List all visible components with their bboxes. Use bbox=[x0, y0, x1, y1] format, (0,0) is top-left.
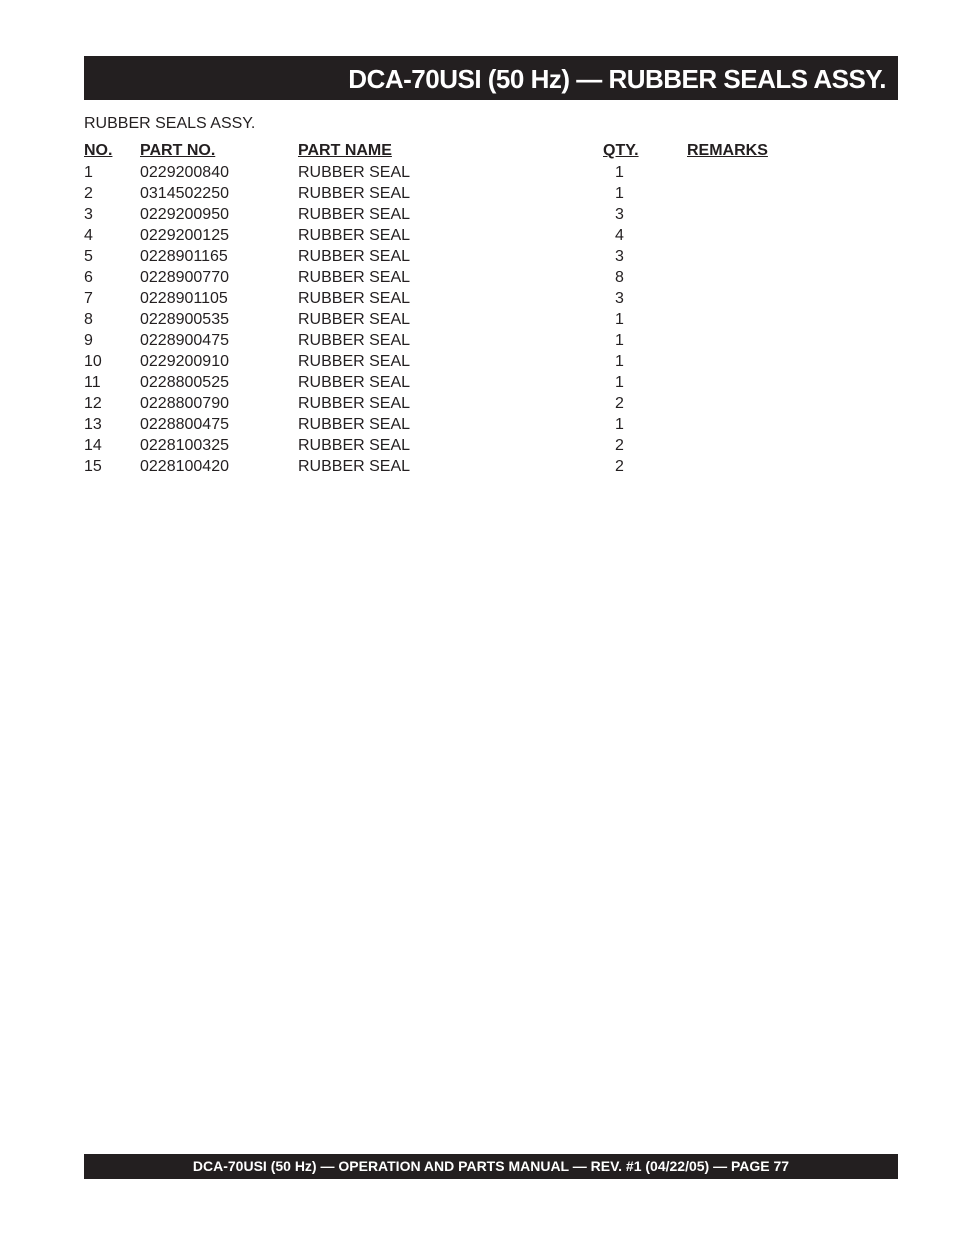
cell-part-name: RUBBER SEAL bbox=[298, 332, 411, 349]
cell-remarks bbox=[687, 351, 784, 372]
cell-no: 4 bbox=[84, 227, 93, 244]
table-row bbox=[84, 246, 784, 267]
cell-no: 11 bbox=[84, 374, 101, 391]
section-label: RUBBER SEALS ASSY. bbox=[84, 115, 256, 132]
cell-no: 14 bbox=[84, 437, 102, 454]
table-row bbox=[84, 288, 784, 309]
cell-remarks bbox=[687, 183, 784, 204]
cell-part-no: 0228900475 bbox=[140, 332, 229, 349]
cell-part-name: RUBBER SEAL bbox=[298, 227, 411, 244]
column-header-remarks: REMARKS bbox=[687, 142, 768, 159]
cell-part-no: 0228901165 bbox=[140, 248, 228, 265]
cell-part-no: 0229200840 bbox=[140, 164, 229, 181]
cell-qty: 4 bbox=[615, 227, 624, 244]
cell-remarks bbox=[687, 330, 784, 351]
table-row bbox=[84, 309, 784, 330]
page-title: DCA-70USI (50 Hz) — RUBBER SEALS ASSY. bbox=[348, 64, 886, 94]
cell-no: 13 bbox=[84, 416, 102, 433]
cell-part-no: 0229200950 bbox=[140, 206, 229, 223]
table-row bbox=[84, 204, 784, 225]
cell-qty: 1 bbox=[615, 332, 624, 349]
table-row bbox=[84, 330, 784, 351]
table-row bbox=[84, 414, 784, 435]
cell-part-name: RUBBER SEAL bbox=[298, 437, 411, 454]
table-row bbox=[84, 183, 784, 204]
cell-part-name: RUBBER SEAL bbox=[298, 206, 411, 223]
cell-part-name: RUBBER SEAL bbox=[298, 185, 411, 202]
cell-remarks bbox=[687, 267, 784, 288]
page-footer bbox=[84, 1154, 898, 1179]
cell-remarks bbox=[687, 162, 784, 183]
table-row bbox=[84, 267, 784, 288]
cell-remarks bbox=[687, 246, 784, 267]
footer-text: DCA-70USI (50 Hz) — OPERATION AND PARTS MANUAL — REV. #1 (04/22/05) — PAGE 77 bbox=[192, 1158, 790, 1174]
cell-part-name: RUBBER SEAL bbox=[298, 353, 411, 370]
cell-no: 1 bbox=[84, 164, 93, 181]
table-row bbox=[84, 372, 784, 393]
cell-qty: 1 bbox=[615, 353, 624, 370]
cell-qty: 1 bbox=[615, 416, 624, 433]
cell-remarks bbox=[687, 309, 784, 330]
table-row bbox=[84, 393, 784, 414]
cell-remarks bbox=[687, 288, 784, 309]
cell-part-no: 0228901105 bbox=[140, 290, 228, 307]
cell-no: 6 bbox=[84, 269, 93, 286]
cell-part-no: 0228800790 bbox=[140, 395, 229, 412]
cell-part-name: RUBBER SEAL bbox=[298, 458, 411, 475]
cell-no: 5 bbox=[84, 248, 93, 265]
column-header-part-name: PART NAME bbox=[298, 142, 392, 159]
cell-qty: 1 bbox=[615, 185, 624, 202]
cell-qty: 2 bbox=[615, 395, 624, 412]
cell-part-name: RUBBER SEAL bbox=[298, 248, 411, 265]
table-row bbox=[84, 225, 784, 246]
table-header-row bbox=[84, 141, 784, 162]
column-header-part-no: PART NO. bbox=[140, 142, 216, 159]
cell-qty: 1 bbox=[615, 164, 624, 181]
cell-remarks bbox=[687, 204, 784, 225]
cell-qty: 3 bbox=[615, 206, 624, 223]
cell-part-name: RUBBER SEAL bbox=[298, 290, 411, 307]
cell-qty: 2 bbox=[615, 458, 624, 475]
cell-remarks bbox=[687, 225, 784, 246]
cell-remarks bbox=[687, 414, 784, 435]
cell-remarks bbox=[687, 393, 784, 414]
cell-part-no: 0228100325 bbox=[140, 437, 229, 454]
cell-part-no: 0228800525 bbox=[140, 374, 229, 391]
table-row bbox=[84, 351, 784, 372]
cell-no: 15 bbox=[84, 458, 102, 475]
cell-no: 3 bbox=[84, 206, 93, 223]
cell-part-name: RUBBER SEAL bbox=[298, 164, 411, 181]
cell-part-name: RUBBER SEAL bbox=[298, 269, 411, 286]
page-title-bar bbox=[84, 56, 898, 100]
cell-qty: 2 bbox=[615, 437, 624, 454]
cell-remarks bbox=[687, 456, 784, 477]
table-row bbox=[84, 162, 784, 183]
cell-remarks bbox=[687, 435, 784, 456]
cell-qty: 3 bbox=[615, 248, 624, 265]
cell-part-no: 0228800475 bbox=[140, 416, 229, 433]
cell-no: 12 bbox=[84, 395, 102, 412]
cell-remarks bbox=[687, 372, 784, 393]
parts-table bbox=[84, 141, 784, 477]
cell-part-no: 0228100420 bbox=[140, 458, 229, 475]
column-header-no: NO. bbox=[84, 142, 113, 159]
cell-part-no: 0314502250 bbox=[140, 185, 229, 202]
cell-no: 7 bbox=[84, 290, 93, 307]
cell-part-name: RUBBER SEAL bbox=[298, 311, 411, 328]
cell-part-no: 0229200125 bbox=[140, 227, 229, 244]
parts-table-body bbox=[84, 162, 784, 477]
cell-no: 8 bbox=[84, 311, 93, 328]
cell-no: 10 bbox=[84, 353, 102, 370]
table-row bbox=[84, 435, 784, 456]
cell-qty: 1 bbox=[615, 311, 624, 328]
cell-part-name: RUBBER SEAL bbox=[298, 395, 411, 412]
cell-part-no: 0229200910 bbox=[140, 353, 229, 370]
cell-part-no: 0228900535 bbox=[140, 311, 229, 328]
cell-qty: 3 bbox=[615, 290, 624, 307]
column-header-qty: QTY. bbox=[603, 142, 639, 159]
cell-qty: 1 bbox=[615, 374, 624, 391]
cell-part-name: RUBBER SEAL bbox=[298, 374, 411, 391]
cell-part-name: RUBBER SEAL bbox=[298, 416, 411, 433]
cell-qty: 8 bbox=[615, 269, 624, 286]
table-row bbox=[84, 456, 784, 477]
cell-no: 9 bbox=[84, 332, 93, 349]
cell-part-no: 0228900770 bbox=[140, 269, 229, 286]
cell-no: 2 bbox=[84, 185, 93, 202]
